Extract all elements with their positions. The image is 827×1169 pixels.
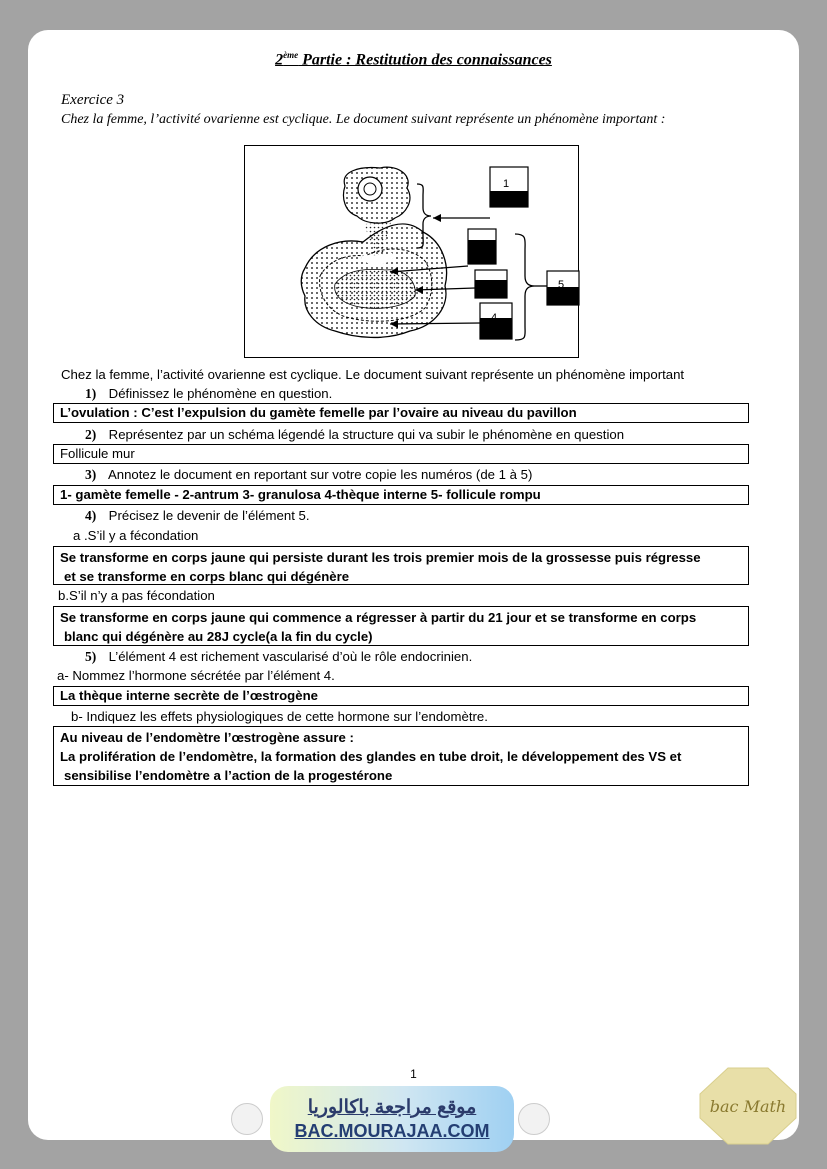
question-5: 5) L’élément 4 est richement vascularisé d’où le rôle endocrinien. [85,649,473,664]
question-4b-label: b.S’il n’y a pas fécondation [58,588,215,603]
statement: Chez la femme, l’activité ovarienne est cyclique. Le document suivant représente un phénomène important [61,367,685,382]
question-4: 4) Précisez le devenir de l’élément 5. [85,508,310,523]
right-seal-icon [518,1103,550,1135]
page-number: 1 [410,1067,417,1081]
document-page [28,30,799,1140]
question-5b-label: b- Indiquez les effets physiologiques de cette hormone sur l’endomètre. [71,709,488,724]
answer-3: 1- gamète femelle - 2-antrum 3- granulosa 4-thèque interne 5- follicule rompu [53,485,749,505]
exercise-title: Exercice 3 [61,92,125,108]
page-title: 2ème Partie : Restitution des connaissances [275,50,552,69]
question-2: 2) Représentez par un schéma légendé la structure qui va subir le phénomène en question [85,427,625,442]
ovulation-drawing [245,146,580,359]
answer-4b: Se transforme en corps jaune qui commence a régresser à partir du 21 jour et se transforme en corps blanc qui dégénère au 28J cycle(a la fin du cycle) [53,606,749,646]
exercise-intro: Chez la femme, l’activité ovarienne est cyclique. Le document suivant représente un phénomène important : [61,112,666,127]
figure-label-4: 4 [491,312,498,324]
footer-url[interactable]: BAC.MOURAJAA.COM [294,1121,490,1141]
question-1: 1) Définissez le phénomène en question. [85,386,333,401]
left-seal-icon [231,1103,263,1135]
ovulation-figure [244,145,579,358]
answer-5b: Au niveau de l’endomètre l’œstrogène assure : La prolifération de l’endomètre, la formation des glandes en tube droit, le développement des VS et sensibilise l’endomètre a l’action de la progestérone [53,726,749,786]
answer-5a: La thèque interne secrète de l’œstrogène [53,686,749,706]
answer-4a: Se transforme en corps jaune qui persiste durant les trois premier mois de la grossesse puis régresse et se transforme en corps blanc qui dégénère [53,546,749,585]
footer-arabic: موقع مراجعة باكالوريا [307,1097,477,1118]
question-5a-label: a- Nommez l’hormone sécrétée par l’élément 4. [57,668,335,683]
question-3: 3) Annotez le document en reportant sur votre copie les numéros (de 1 à 5) [85,467,533,482]
answer-1: L’ovulation : C’est l’expulsion du gamète femelle par l’ovaire au niveau du pavillon [53,403,749,423]
bac-math-badge [698,1066,798,1146]
answer-2: Follicule mur [53,444,749,464]
svg-text:bac Math: bac Math [709,1097,787,1116]
figure-label-5: 5 [558,279,565,291]
question-4a-label: a .S’il y a fécondation [73,528,199,543]
figure-label-1: 1 [503,178,510,190]
footer-banner[interactable] [270,1086,514,1152]
